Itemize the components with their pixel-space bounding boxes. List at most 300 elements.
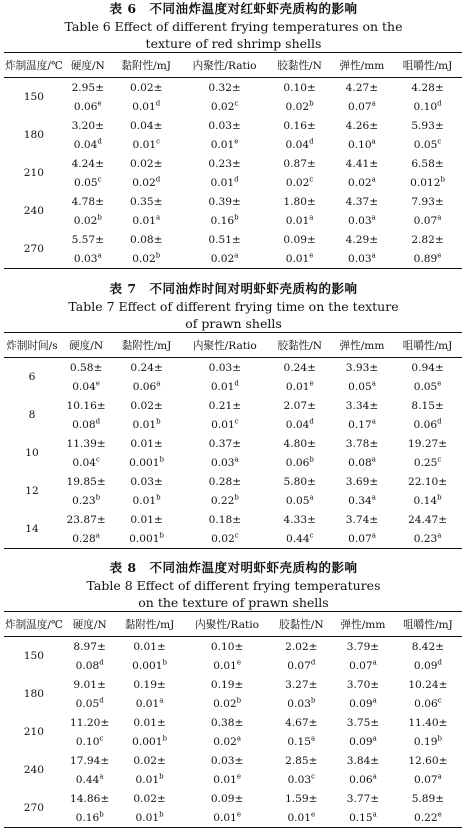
mean-value-cell: 5.80± [283, 475, 316, 488]
header-row [4, 612, 462, 637]
error-value-cell [64, 173, 112, 192]
significance-letter: b [309, 98, 314, 107]
error-value-cell [271, 694, 332, 713]
std-dev-value: 0.16 [210, 214, 235, 227]
table-row-error [4, 249, 462, 269]
mean-value-cell: 8.15± [411, 399, 444, 412]
error-value-cell [112, 135, 181, 154]
std-dev-value: 0.01 [285, 252, 310, 265]
significance-letter: a [371, 378, 376, 387]
significance-letter: c [95, 454, 100, 463]
significance-letter: b [437, 733, 442, 742]
std-dev-value: 0.06 [285, 456, 310, 469]
mean-value-cell: 4.26± [345, 119, 379, 132]
header-row [4, 333, 462, 358]
mean-value-cell: 11.40± [408, 716, 448, 729]
table-6 [0, 0, 467, 269]
significance-letter: c [311, 771, 316, 780]
error-value-cell [393, 529, 462, 549]
significance-letter: d [437, 98, 442, 107]
mean-value-cell: 8.42± [411, 640, 445, 653]
error-value-cell [331, 135, 393, 154]
error-value-cell [331, 249, 393, 269]
std-dev-value: 0.02 [285, 176, 310, 189]
column-header: 炸制温度/℃ [5, 618, 63, 631]
mean-value-cell: 8.97± [73, 640, 106, 653]
significance-letter: e [97, 98, 102, 107]
mean-value-cell: 3.79± [346, 640, 380, 653]
mean-value-cell: 17.94± [70, 754, 110, 767]
column-header: 黏附性/mJ [124, 618, 175, 631]
std-dev-value: 0.02 [132, 176, 156, 189]
std-dev-value: 0.01 [213, 811, 237, 824]
mean-value-cell: 0.03± [208, 119, 241, 132]
error-value-cell [112, 415, 181, 434]
column-header: 硬度/N [69, 339, 104, 352]
error-value-cell [331, 173, 393, 192]
std-dev-value: 0.01 [132, 100, 156, 113]
std-dev-value: 0.08 [75, 659, 100, 672]
error-value-cell [181, 453, 269, 472]
mean-value-cell: 0.02± [130, 399, 163, 412]
significance-letter: b [159, 809, 164, 818]
std-dev-value: 0.02 [211, 532, 235, 545]
std-dev-value: 0.01 [132, 138, 157, 151]
table-row [4, 510, 462, 529]
std-dev-value: 0.01 [210, 138, 235, 151]
table-row [4, 637, 462, 657]
error-value-cell [181, 491, 269, 510]
table-row [4, 675, 462, 694]
error-value-cell [393, 249, 462, 269]
mean-value-cell: 0.10± [210, 640, 244, 653]
significance-letter: b [159, 530, 164, 539]
error-value-cell [112, 529, 181, 549]
table-row [4, 230, 462, 249]
mean-value-cell: 5.93± [411, 119, 444, 132]
mean-value-cell: 11.39± [66, 437, 106, 450]
significance-letter: b [159, 454, 164, 463]
significance-letter: b [156, 416, 161, 425]
header-row [4, 53, 462, 78]
error-value-cell [393, 211, 462, 230]
table-row [4, 751, 462, 770]
mean-value-cell: 0.19± [133, 678, 166, 691]
significance-letter: e [236, 657, 241, 666]
significance-letter: e [234, 136, 239, 145]
error-value-cell [269, 173, 331, 192]
significance-letter: a [234, 250, 239, 259]
mean-value-cell: 0.09± [283, 233, 316, 246]
std-dev-value: 0.07 [414, 773, 438, 786]
significance-letter: d [309, 416, 314, 425]
mean-value-cell: 12.60± [408, 754, 448, 767]
std-dev-value: 0.07 [287, 659, 311, 672]
error-value-cell [181, 529, 269, 549]
mean-value-cell: 4.67± [285, 716, 318, 729]
std-dev-value: 0.05 [413, 380, 438, 393]
error-value-cell [181, 377, 269, 396]
table-title-en-line-2: of prawn shells [185, 316, 282, 331]
std-dev-value: 0.04 [73, 138, 98, 151]
error-value-cell [181, 249, 269, 269]
mean-value-cell: 1.80± [283, 195, 316, 208]
column-header: 黏附性/mJ [121, 59, 172, 72]
significance-letter: e [95, 378, 100, 387]
error-value-cell [112, 97, 181, 116]
error-value-cell [184, 808, 271, 828]
significance-letter: e [309, 250, 314, 259]
column-header: 弹性/mm [339, 59, 385, 72]
error-value-cell [331, 211, 393, 230]
std-dev-value: 0.28 [72, 532, 96, 545]
std-dev-value: 0.14 [413, 494, 438, 507]
error-value-cell [393, 453, 462, 472]
error-value-cell [393, 491, 462, 510]
std-dev-value: 0.15 [287, 735, 312, 748]
std-dev-value: 0.01 [132, 494, 157, 507]
mean-value-cell: 3.69± [345, 475, 379, 488]
std-dev-value: 0.06 [349, 773, 373, 786]
significance-letter: a [371, 492, 376, 501]
mean-value-cell: 0.35± [130, 195, 163, 208]
table-row [4, 472, 462, 491]
table-title-en-line-1: Table 8 Effect of different frying temperatures [86, 578, 381, 593]
table-row-error [4, 529, 462, 549]
table-row-error [4, 135, 462, 154]
significance-letter: d [155, 98, 161, 107]
error-value-cell [269, 211, 331, 230]
error-value-cell [112, 249, 181, 269]
mean-value-cell: 0.87± [283, 157, 316, 170]
mean-value-cell: 0.19± [210, 678, 244, 691]
table-8 [0, 559, 467, 828]
error-value-cell [112, 211, 181, 230]
significance-letter: e [437, 378, 442, 387]
significance-letter: c [97, 174, 102, 183]
mean-value-cell: 4.80± [283, 437, 316, 450]
error-value-cell [64, 135, 112, 154]
std-dev-value: 0.04 [72, 456, 96, 469]
error-value-cell [269, 377, 331, 396]
mean-value-cell: 0.51± [208, 233, 241, 246]
significance-letter: b [310, 695, 316, 704]
significance-letter: c [156, 136, 160, 145]
significance-letter: c [309, 174, 314, 183]
column-header: 咀嚼性/mJ [402, 339, 453, 352]
std-dev-value: 0.03 [287, 697, 311, 710]
mean-value-cell: 0.38± [210, 716, 244, 729]
mean-value-cell: 0.09± [210, 792, 244, 805]
error-value-cell [64, 694, 116, 713]
significance-letter: a [371, 212, 376, 221]
error-value-cell [116, 770, 184, 789]
mean-value-cell: 23.87± [66, 513, 106, 526]
std-dev-value: 0.02 [285, 100, 310, 113]
mean-value-cell: 19.27± [407, 437, 448, 450]
mean-value-cell: 0.03± [130, 475, 163, 488]
mean-value-cell: 5.89± [411, 792, 445, 805]
error-value-cell [181, 135, 269, 154]
mean-value-cell: 0.24± [283, 361, 316, 374]
significance-letter: d [309, 136, 314, 145]
significance-letter: e [236, 809, 241, 818]
significance-letter: b [437, 492, 442, 501]
mean-value-cell: 3.93± [345, 361, 379, 374]
row-label: 240 [23, 205, 45, 217]
table-row-error [4, 770, 462, 789]
std-dev-value: 0.02 [213, 735, 237, 748]
mean-value-cell: 4.41± [345, 157, 379, 170]
std-dev-value: 0.08 [72, 418, 96, 431]
std-dev-value: 0.04 [285, 418, 310, 431]
significance-letter: a [371, 530, 376, 539]
table-title-cn: 表 7 不同油炸时间对明虾虾壳质构的影响 [109, 281, 358, 296]
mean-value-cell: 3.70± [346, 678, 380, 691]
table-row-error [4, 415, 462, 434]
error-value-cell [271, 808, 332, 828]
significance-letter: e [437, 809, 442, 818]
error-value-cell [60, 377, 112, 396]
std-dev-value: 0.15 [349, 811, 373, 824]
error-value-cell [332, 656, 394, 675]
row-label: 150 [23, 91, 45, 103]
mean-value-cell: 3.84± [346, 754, 380, 767]
mean-value-cell: 10.24± [408, 678, 448, 691]
mean-value-cell: 0.94± [411, 361, 444, 374]
row-label: 180 [23, 688, 45, 700]
mean-value-cell: 3.20± [71, 119, 105, 132]
error-value-cell [64, 249, 112, 269]
mean-value-cell: 0.58± [69, 361, 103, 374]
mean-value-cell: 3.75± [346, 716, 380, 729]
significance-letter: b [309, 454, 314, 463]
error-value-cell [331, 97, 393, 116]
error-value-cell [184, 770, 271, 789]
std-dev-value: 0.89 [413, 252, 438, 265]
std-dev-value: 0.01 [285, 214, 310, 227]
significance-letter: e [309, 378, 314, 387]
std-dev-value: 0.012 [410, 176, 441, 189]
significance-letter: a [99, 771, 104, 780]
table-title-cn: 表 6 不同油炸温度对红虾虾壳质构的影响 [109, 1, 358, 16]
row-label: 210 [23, 726, 45, 738]
significance-letter: d [97, 136, 102, 145]
significance-letter: c [234, 416, 239, 425]
significance-letter: a [371, 136, 376, 145]
significance-letter: c [309, 530, 314, 539]
error-value-cell [269, 453, 331, 472]
significance-letter: a [437, 530, 442, 539]
std-dev-value: 0.01 [135, 773, 160, 786]
error-value-cell [64, 97, 112, 116]
significance-letter: b [162, 657, 167, 666]
mean-value-cell: 2.85± [285, 754, 318, 767]
error-value-cell [331, 377, 393, 396]
mean-value-cell: 0.32± [208, 81, 241, 94]
std-dev-value: 0.03 [73, 252, 98, 265]
std-dev-value: 0.03 [347, 252, 372, 265]
error-value-cell [64, 808, 116, 828]
table-row [4, 434, 462, 453]
error-value-cell [112, 173, 181, 192]
error-value-cell [394, 770, 462, 789]
mean-value-cell: 0.03± [210, 754, 244, 767]
table-title-en-line-2: on the texture of prawn shells [138, 595, 329, 610]
table-row [4, 396, 462, 415]
column-header: 内聚性/Ratio [195, 618, 260, 631]
table-row-error [4, 173, 462, 192]
mean-value-cell: 1.59± [285, 792, 318, 805]
mean-value-cell: 4.78± [71, 195, 105, 208]
column-header: 胶黏性/N [277, 59, 322, 72]
mean-value-cell: 3.77± [346, 792, 380, 805]
table-title-en-line-1: Table 7 Effect of different frying time on the texture [68, 299, 399, 314]
error-value-cell [393, 97, 462, 116]
column-header: 弹性/mm [340, 618, 386, 631]
error-value-cell [64, 211, 112, 230]
std-dev-value: 0.10 [413, 100, 438, 113]
mean-value-cell: 0.24± [130, 361, 163, 374]
std-dev-value: 0.05 [74, 176, 98, 189]
significance-letter: e [236, 771, 241, 780]
column-header: 硬度/N [70, 59, 105, 72]
error-value-cell [112, 453, 181, 472]
mean-value-cell: 0.10± [283, 81, 316, 94]
std-dev-value: 0.01 [213, 773, 237, 786]
column-header: 硬度/N [72, 618, 107, 631]
table-title-en-line-1: Table 6 Effect of different frying temperatures on the [64, 19, 403, 34]
mean-value-cell: 0.37± [208, 437, 242, 450]
significance-letter: b [159, 771, 164, 780]
std-dev-value: 0.07 [349, 659, 373, 672]
significance-letter: d [437, 657, 442, 666]
std-dev-value: 0.05 [75, 697, 100, 710]
row-label: 270 [23, 243, 45, 255]
mean-value-cell: 4.29± [345, 233, 379, 246]
std-dev-value: 0.02 [210, 100, 235, 113]
std-dev-value: 0.06 [413, 418, 438, 431]
std-dev-value: 0.04 [72, 380, 96, 393]
std-dev-value: 0.07 [347, 100, 372, 113]
significance-letter: a [155, 212, 161, 221]
significance-letter: d [99, 657, 104, 666]
column-header: 内聚性/Ratio [192, 339, 257, 352]
mean-value-cell: 4.27± [345, 81, 379, 94]
column-header: 内聚性/Ratio [192, 59, 257, 72]
significance-letter: a [371, 98, 376, 107]
std-dev-value: 0.05 [285, 494, 310, 507]
significance-letter: b [162, 733, 167, 742]
significance-letter: a [97, 250, 102, 259]
std-dev-value: 0.04 [285, 138, 310, 151]
error-value-cell [60, 453, 112, 472]
significance-letter: c [234, 530, 239, 539]
significance-letter: a [156, 378, 161, 387]
error-value-cell [64, 656, 116, 675]
mean-value-cell: 0.01± [133, 640, 166, 653]
error-value-cell [60, 491, 112, 510]
significance-letter: d [155, 174, 161, 183]
mean-value-cell: 0.08± [130, 233, 163, 246]
significance-letter: d [437, 416, 442, 425]
error-value-cell [271, 656, 332, 675]
std-dev-value: 0.06 [132, 380, 157, 393]
mean-value-cell: 4.37± [345, 195, 379, 208]
mean-value-cell: 9.01± [73, 678, 106, 691]
mean-value-cell: 0.01± [133, 716, 166, 729]
error-value-cell [116, 808, 184, 828]
std-dev-value: 0.02 [210, 252, 235, 265]
table-row-error [4, 211, 462, 230]
error-value-cell [271, 732, 332, 751]
std-dev-value: 0.03 [347, 214, 372, 227]
error-value-cell [64, 732, 116, 751]
row-label: 10 [25, 447, 39, 459]
significance-letter: d [234, 378, 239, 387]
table-title-cn: 表 8 不同油炸温度对明虾虾壳质构的影响 [109, 560, 358, 575]
std-dev-value: 0.001 [132, 659, 163, 672]
mean-value-cell: 0.02± [130, 81, 163, 94]
data-table [4, 332, 462, 549]
mean-value-cell: 3.78± [345, 437, 379, 450]
mean-value-cell: 0.28± [208, 475, 242, 488]
table-row-error [4, 453, 462, 472]
mean-value-cell: 0.03± [208, 361, 242, 374]
table-7 [0, 280, 467, 549]
significance-letter: b [234, 492, 239, 501]
table-row-error [4, 808, 462, 828]
row-label: 8 [28, 409, 36, 421]
std-dev-value: 0.01 [213, 659, 237, 672]
error-value-cell [269, 415, 331, 434]
significance-letter: a [372, 695, 377, 704]
table-row [4, 358, 462, 378]
column-header: 咀嚼性/mJ [402, 59, 453, 72]
significance-letter: a [309, 492, 314, 501]
error-value-cell [394, 808, 462, 828]
std-dev-value: 0.05 [348, 380, 372, 393]
std-dev-value: 0.22 [414, 811, 438, 824]
significance-letter: a [371, 454, 376, 463]
error-value-cell [184, 732, 271, 751]
significance-letter: b [440, 174, 445, 183]
error-value-cell [116, 732, 184, 751]
significance-letter: b [236, 695, 242, 704]
mean-value-cell: 0.01± [130, 513, 163, 526]
std-dev-value: 0.01 [210, 176, 235, 189]
table-row [4, 116, 462, 135]
std-dev-value: 0.06 [73, 100, 98, 113]
std-dev-value: 0.03 [287, 773, 312, 786]
std-dev-value: 0.17 [348, 418, 372, 431]
std-dev-value: 0.23 [413, 532, 438, 545]
error-value-cell [181, 415, 269, 434]
std-dev-value: 0.23 [72, 494, 96, 507]
std-dev-value: 0.02 [347, 176, 372, 189]
error-value-cell [269, 249, 331, 269]
significance-letter: a [437, 771, 442, 780]
std-dev-value: 0.34 [348, 494, 372, 507]
significance-letter: a [437, 212, 442, 221]
error-value-cell [64, 770, 116, 789]
significance-letter: c [437, 454, 442, 463]
std-dev-value: 0.001 [129, 532, 160, 545]
error-value-cell [331, 491, 393, 510]
column-header: 弹性/mm [339, 339, 385, 352]
std-dev-value: 0.44 [286, 532, 310, 545]
significance-letter: a [371, 416, 376, 425]
